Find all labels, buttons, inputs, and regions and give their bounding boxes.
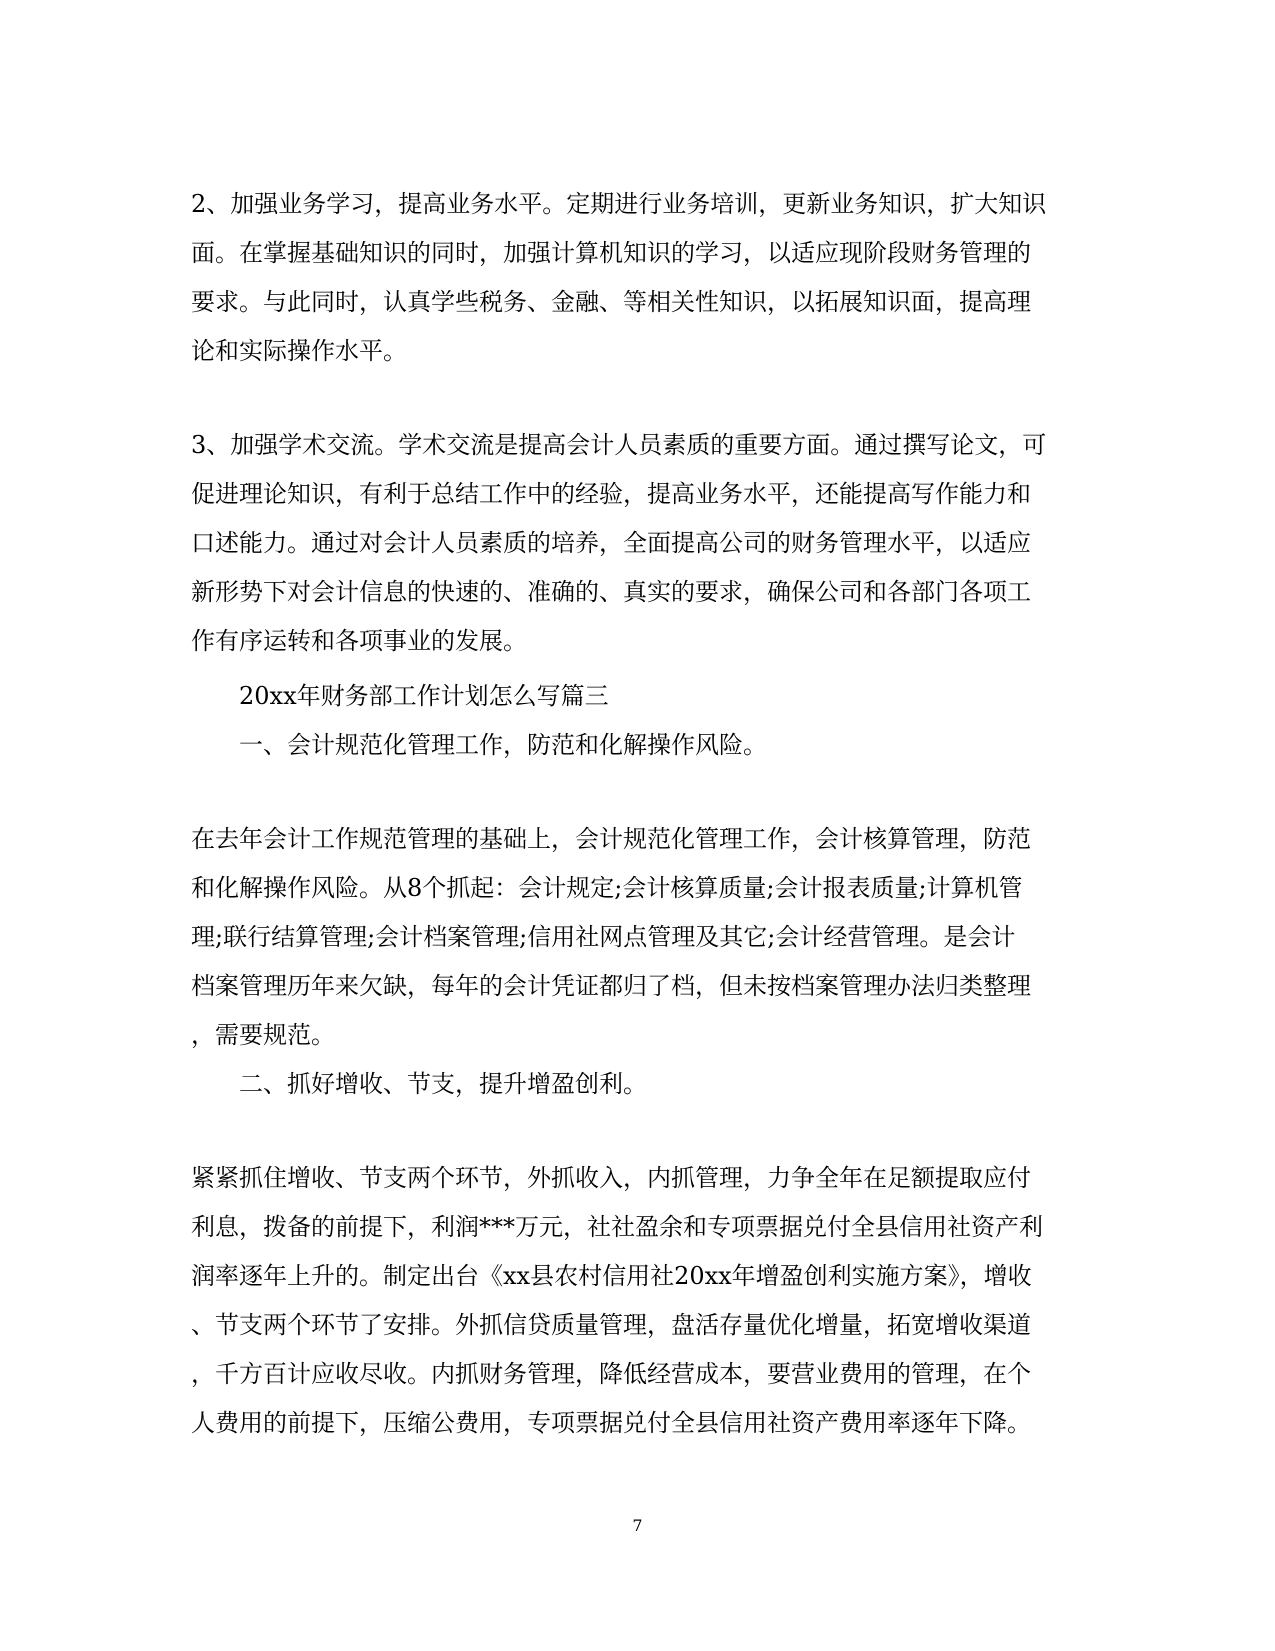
paragraph-gap: [191, 770, 1071, 815]
text-line: 作有序运转和各项事业的发展。: [191, 627, 527, 655]
text-line: 论和实际操作水平。: [191, 337, 407, 365]
section-title: 20xx年财务部工作计划怎么写篇三: [239, 682, 609, 710]
section-heading-profit: 二、抓好增收、节支，提升增盈创利。: [239, 1070, 647, 1098]
text-line: 理;联行结算管理;会计档案管理;信用社网点管理及其它;会计经营管理。是会计: [191, 923, 1016, 951]
text-line: 档案管理历年来欠缺，每年的会计凭证都归了档，但未按档案管理办法归类整理: [191, 972, 1031, 1000]
text-line: 利息，拨备的前提下，利润***万元，社社盈余和专项票据兑付全县信用社资产利: [191, 1213, 1043, 1241]
paragraph-gap: [191, 376, 1071, 421]
text-line: 要求。与此同时，认真学些税务、金融、等相关性知识，以拓展知识面，提高理: [191, 288, 1031, 316]
text-line: 和化解操作风险。从8个抓起：会计规定;会计核算质量;会计报表质量;计算机管: [191, 874, 1023, 902]
text-line: 在去年会计工作规范管理的基础上，会计规范化管理工作，会计核算管理，防范: [191, 825, 1031, 853]
text-line: ，需要规范。: [191, 1021, 335, 1049]
paragraph-study: [191, 180, 1071, 376]
text-line: 3、加强学术交流。学术交流是提高会计人员素质的重要方面。通过撰写论文，可: [191, 431, 1047, 459]
text-line: 润率逐年上升的。制定出台《xx县农村信用社20xx年增盈创利实施方案》，增收: [191, 1262, 1032, 1290]
text-line: 面。在掌握基础知识的同时，加强计算机知识的学习，以适应现阶段财务管理的: [191, 239, 1031, 267]
text-line: 2、加强业务学习，提高业务水平。定期进行业务培训，更新业务知识，扩大知识: [191, 190, 1047, 218]
text-line: 新形势下对会计信息的快速的、准确的、真实的要求，确保公司和各部门各项工: [191, 578, 1031, 606]
paragraph-profit: [191, 1154, 1071, 1448]
paragraph-accounting: [191, 815, 1071, 1060]
text-line: 紧紧抓住增收、节支两个环节，外抓收入，内抓管理，力争全年在足额提取应付: [191, 1164, 1031, 1192]
section-heading-accounting: 一、会计规范化管理工作，防范和化解操作风险。: [239, 731, 767, 759]
text-line: 、节支两个环节了安排。外抓信贷质量管理，盘活存量优化增量，拓宽增收渠道: [191, 1311, 1031, 1339]
text-line: 促进理论知识，有利于总结工作中的经验，提高业务水平，还能提高写作能力和: [191, 480, 1031, 508]
text-line: ，千方百计应收尽收。内抓财务管理，降低经营成本，要营业费用的管理，在个: [191, 1360, 1031, 1388]
text-line: 口述能力。通过对会计人员素质的培养，全面提高公司的财务管理水平，以适应: [191, 529, 1031, 557]
document-body: [191, 180, 1071, 1448]
page-number: 7: [632, 1516, 643, 1535]
paragraph-gap: [191, 1109, 1071, 1154]
paragraph-academic-exchange: [191, 421, 1071, 666]
text-line: 人费用的前提下，压缩公费用，专项票据兑付全县信用社资产费用率逐年下降。: [191, 1409, 1031, 1437]
